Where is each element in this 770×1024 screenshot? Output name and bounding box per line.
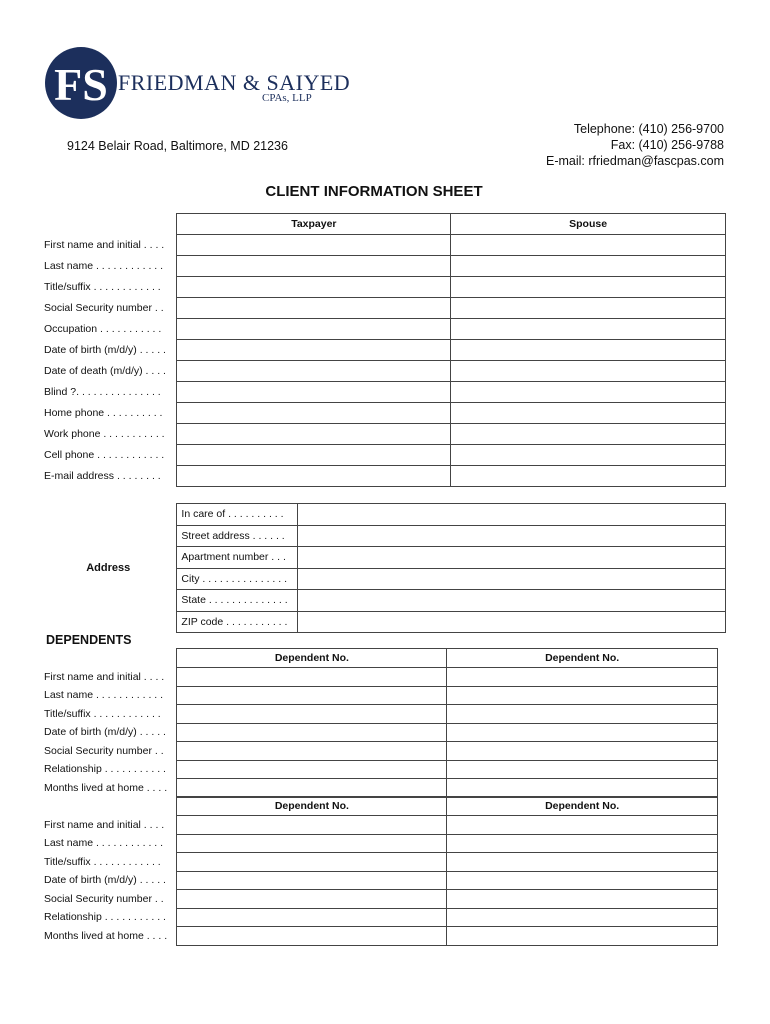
- firm-name: FRIEDMAN & SAIYED: [118, 70, 351, 95]
- spouse-cell-phone-field[interactable]: [451, 445, 726, 466]
- field-label: Last name . . . . . . . . . . . .: [44, 260, 164, 272]
- dependent-4-ssn-field[interactable]: [447, 890, 718, 909]
- dependent-2-last-name-field[interactable]: [447, 686, 718, 705]
- dependent-field-label: Relationship . . . . . . . . . . .: [44, 911, 166, 924]
- spouse-title-field[interactable]: [451, 277, 726, 298]
- dependent-field-label: Relationship . . . . . . . . . . .: [44, 763, 166, 776]
- taxpayer-email-field[interactable]: [177, 466, 451, 487]
- dependent-column-header: Dependent No.: [447, 649, 718, 668]
- dependent-3-relationship-field[interactable]: [177, 908, 447, 927]
- spouse-blind-field[interactable]: [451, 382, 726, 403]
- dependent-3-ssn-field[interactable]: [177, 890, 447, 909]
- client-info-table: [40, 213, 726, 487]
- state-field[interactable]: [298, 590, 726, 612]
- field-label: Work phone . . . . . . . . . . .: [44, 428, 165, 440]
- dependent-2-title-field[interactable]: [447, 705, 718, 724]
- dependent-2-relationship-field[interactable]: [447, 760, 718, 779]
- field-label: Blind ?. . . . . . . . . . . . . . .: [44, 386, 161, 398]
- dependent-field-label: Social Security number . .: [44, 892, 164, 905]
- dependent-3-last-name-field[interactable]: [177, 834, 447, 853]
- dependent-3-title-field[interactable]: [177, 853, 447, 872]
- dependent-4-relationship-field[interactable]: [447, 908, 718, 927]
- firm-telephone: Telephone: (410) 256-9700: [573, 122, 724, 136]
- field-label: Date of birth (m/d/y) . . . . .: [44, 344, 166, 356]
- dependent-field-label: Last name . . . . . . . . . . . .: [44, 837, 164, 850]
- spouse-last-name-field[interactable]: [451, 256, 726, 277]
- apartment-number-field[interactable]: [298, 547, 726, 569]
- street-address-field[interactable]: [298, 525, 726, 547]
- dependent-3-months-field[interactable]: [177, 927, 447, 946]
- dependent-1-first-name-field[interactable]: [177, 668, 447, 687]
- dependent-field-label: First name and initial . . . .: [44, 670, 165, 683]
- dependent-1-dob-field[interactable]: [177, 723, 447, 742]
- page-title: CLIENT INFORMATION SHEET: [265, 183, 483, 200]
- dependents-table-corner: [40, 649, 177, 668]
- spouse-dob-field[interactable]: [451, 340, 726, 361]
- dependent-4-months-field[interactable]: [447, 927, 718, 946]
- dependent-field-label: Months lived at home . . . .: [44, 781, 168, 794]
- dependent-1-relationship-field[interactable]: [177, 760, 447, 779]
- field-label: First name and initial . . . .: [44, 239, 165, 251]
- field-label: Social Security number . .: [44, 302, 164, 314]
- address-field-label: State . . . . . . . . . . . . . .: [177, 590, 298, 612]
- dependent-4-dob-field[interactable]: [447, 871, 718, 890]
- firm-email: E-mail: rfriedman@fascpas.com: [545, 154, 724, 168]
- dependent-4-first-name-field[interactable]: [447, 816, 718, 835]
- field-label: E-mail address . . . . . . . .: [44, 470, 161, 482]
- taxpayer-first-name-field[interactable]: [177, 235, 451, 256]
- dependent-field-label: Last name . . . . . . . . . . . .: [44, 689, 164, 702]
- taxpayer-ssn-field[interactable]: [177, 298, 451, 319]
- dependent-field-label: Date of birth (m/d/y) . . . . .: [44, 726, 166, 739]
- dependent-field-label: Months lived at home . . . .: [44, 929, 168, 942]
- dependents-heading: DEPENDENTS: [46, 633, 132, 647]
- taxpayer-title-field[interactable]: [177, 277, 451, 298]
- dependent-field-label: First name and initial . . . .: [44, 818, 165, 831]
- address-field-label: In care of . . . . . . . . . .: [177, 504, 298, 526]
- dependent-column-header: Dependent No.: [447, 797, 718, 816]
- address-field-label: ZIP code . . . . . . . . . . .: [177, 611, 298, 633]
- firm-fax: Fax: (410) 256-9788: [610, 138, 724, 152]
- firm-address: 9124 Belair Road, Baltimore, MD 21236: [67, 139, 288, 153]
- spouse-ssn-field[interactable]: [451, 298, 726, 319]
- spouse-column-header: Spouse: [451, 214, 726, 235]
- dependents-table-corner: [40, 797, 177, 816]
- firm-subtitle: CPAs, LLP: [262, 92, 312, 104]
- address-field-label: Apartment number . . .: [177, 547, 298, 569]
- dependents-table-1: [40, 648, 718, 798]
- logo-initials: FS: [54, 59, 108, 110]
- dependent-2-ssn-field[interactable]: [447, 742, 718, 761]
- spouse-first-name-field[interactable]: [451, 235, 726, 256]
- dependent-1-months-field[interactable]: [177, 779, 447, 798]
- dependent-4-last-name-field[interactable]: [447, 834, 718, 853]
- spouse-home-phone-field[interactable]: [451, 403, 726, 424]
- taxpayer-home-phone-field[interactable]: [177, 403, 451, 424]
- spouse-email-field[interactable]: [451, 466, 726, 487]
- field-label: Date of death (m/d/y) . . . .: [44, 365, 166, 377]
- taxpayer-dod-field[interactable]: [177, 361, 451, 382]
- dependent-2-first-name-field[interactable]: [447, 668, 718, 687]
- client-table-corner: [40, 214, 177, 235]
- dependent-1-last-name-field[interactable]: [177, 686, 447, 705]
- dependent-field-label: Social Security number . .: [44, 744, 164, 757]
- dependents-table-2: [40, 796, 718, 946]
- field-label: Cell phone . . . . . . . . . . . .: [44, 449, 165, 461]
- dependent-field-label: Title/suffix . . . . . . . . . . . .: [44, 707, 161, 720]
- field-label: Occupation . . . . . . . . . . .: [44, 323, 162, 335]
- address-table: [40, 503, 726, 633]
- spouse-dod-field[interactable]: [451, 361, 726, 382]
- address-field-label: Street address . . . . . .: [177, 525, 298, 547]
- taxpayer-occupation-field[interactable]: [177, 319, 451, 340]
- taxpayer-last-name-field[interactable]: [177, 256, 451, 277]
- dependent-3-first-name-field[interactable]: [177, 816, 447, 835]
- in-care-of-field[interactable]: [298, 504, 726, 526]
- dependent-column-header: Dependent No.: [177, 797, 447, 816]
- spouse-occupation-field[interactable]: [451, 319, 726, 340]
- taxpayer-dob-field[interactable]: [177, 340, 451, 361]
- taxpayer-column-header: Taxpayer: [177, 214, 451, 235]
- zip-code-field[interactable]: [298, 611, 726, 633]
- dependent-1-title-field[interactable]: [177, 705, 447, 724]
- dependent-2-dob-field[interactable]: [447, 723, 718, 742]
- city-field[interactable]: [298, 568, 726, 590]
- dependent-1-ssn-field[interactable]: [177, 742, 447, 761]
- taxpayer-cell-phone-field[interactable]: [177, 445, 451, 466]
- address-section-label: Address: [86, 562, 131, 574]
- dependent-4-title-field[interactable]: [447, 853, 718, 872]
- field-label: Title/suffix . . . . . . . . . . . .: [44, 281, 161, 293]
- dependent-3-dob-field[interactable]: [177, 871, 447, 890]
- firm-logo-icon: [44, 46, 118, 120]
- dependent-2-months-field[interactable]: [447, 779, 718, 798]
- spouse-work-phone-field[interactable]: [451, 424, 726, 445]
- dependent-field-label: Title/suffix . . . . . . . . . . . .: [44, 855, 161, 868]
- dependent-field-label: Date of birth (m/d/y) . . . . .: [44, 874, 166, 887]
- field-label: Home phone . . . . . . . . . .: [44, 407, 163, 419]
- dependent-column-header: Dependent No.: [177, 649, 447, 668]
- taxpayer-blind-field[interactable]: [177, 382, 451, 403]
- taxpayer-work-phone-field[interactable]: [177, 424, 451, 445]
- address-field-label: City . . . . . . . . . . . . . . .: [177, 568, 298, 590]
